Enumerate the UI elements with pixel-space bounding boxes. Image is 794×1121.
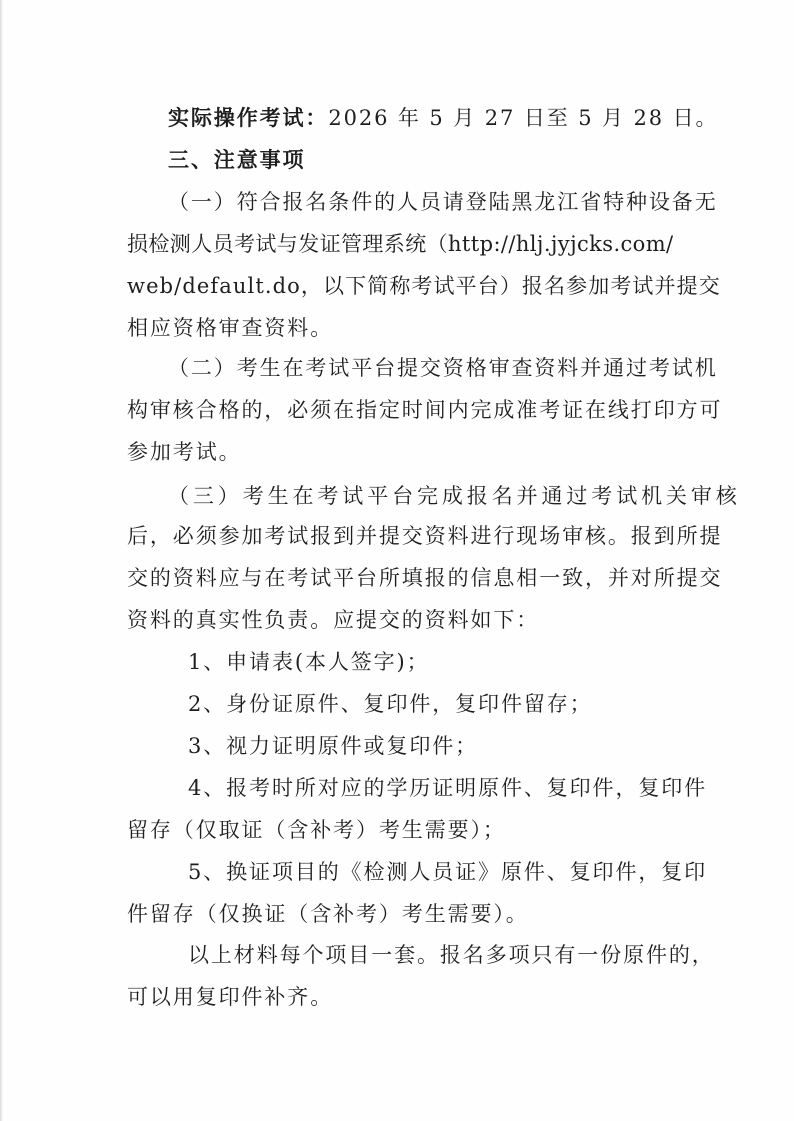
notice-3-line-4: 资料的真实性负责。应提交的资料如下： xyxy=(127,608,540,632)
notice-1-line-1: （一）符合报名条件的人员请登陆黑龙江省特种设备无 xyxy=(168,190,718,214)
material-3: 3、视力证明原件或复印件； xyxy=(188,734,479,758)
practical-exam-label: 实际操作考试： xyxy=(168,105,329,130)
notice-1-line-4: 相应资格审查资料。 xyxy=(127,316,334,340)
section-heading: 三、注意事项 xyxy=(168,147,306,172)
notice-3-line-1: （三）考生在考试平台完成报名并通过考试机关审核 xyxy=(168,484,741,508)
notice-2-line-1: （二）考生在考试平台提交资格审查资料并通过考试机 xyxy=(168,356,718,380)
notice-3-line-2: 后，必须参加考试报到并提交资料进行现场审核。报到所提 xyxy=(127,524,723,548)
material-5-line-2: 件留存（仅换证（含补考）考生需要）。 xyxy=(127,902,529,926)
notice-2-line-3: 参加考试。 xyxy=(127,440,242,464)
practical-exam-line xyxy=(168,104,718,132)
notice-3-line-3: 交的资料应与在考试平台所填报的信息相一致，并对所提交 xyxy=(127,566,723,590)
practical-exam-dates: 2026 年 5 月 27 日至 5 月 28 日。 xyxy=(328,106,719,130)
scan-edge-shadow xyxy=(0,0,3,1121)
closing-line-1: 以上材料每个项目一套。报名多项只有一份原件的， xyxy=(188,943,715,967)
notice-2-line-2: 构审核合格的，必须在指定时间内完成准考证在线打印方可 xyxy=(127,398,723,422)
material-4-line-1: 4、报考时所对应的学历证明原件、复印件，复印件 xyxy=(188,776,708,800)
material-1: 1、申请表(本人签字)； xyxy=(188,650,430,674)
closing-line-2: 可以用复印件补齐。 xyxy=(127,985,334,1009)
material-2: 2、身份证原件、复印件，复印件留存； xyxy=(188,692,593,716)
material-4-line-2: 留存（仅取证（含补考）考生需要）； xyxy=(127,818,506,842)
notice-1-line-3: web/default.do，以下简称考试平台）报名参加考试并提交 xyxy=(127,274,721,298)
notice-1-line-2: 损检测人员考试与发证管理系统（http://hlj.jyjcks.com/ xyxy=(127,232,674,256)
material-5-line-1: 5、换证项目的《检测人员证》原件、复印件，复印 xyxy=(188,860,708,884)
